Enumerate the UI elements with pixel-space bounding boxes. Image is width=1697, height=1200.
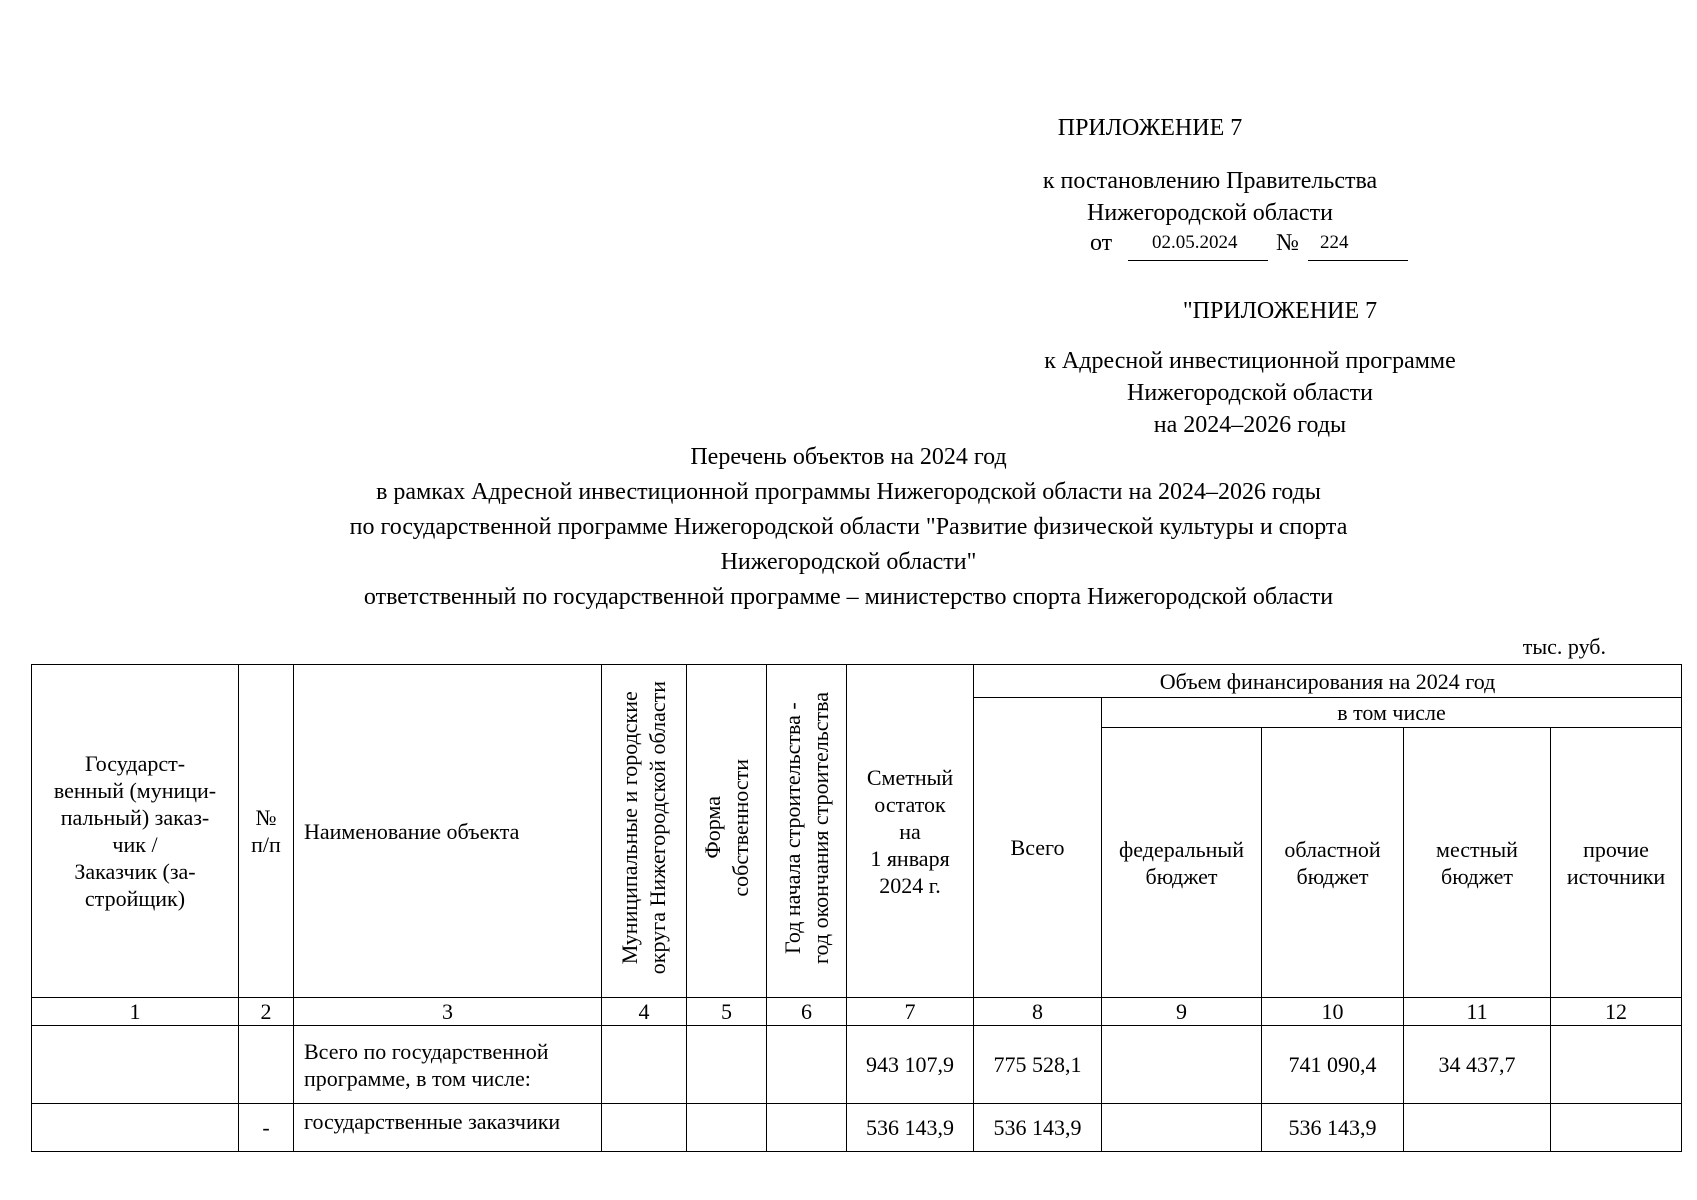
- cell-customer: [32, 1104, 239, 1152]
- header-customer-l5: Заказчик (за-: [74, 859, 196, 884]
- col-number: 5: [687, 998, 767, 1026]
- cell-regional: 741 090,4: [1262, 1026, 1404, 1104]
- cell-estimate: 943 107,9: [847, 1026, 974, 1104]
- decree-line-1: к постановлению Правительства: [1042, 168, 1378, 194]
- title-line-4: Нижегородской области": [720, 549, 977, 575]
- cell-customer: [32, 1026, 239, 1104]
- header-customer-l3: пальный) заказ-: [60, 805, 210, 830]
- col-number: 8: [974, 998, 1102, 1026]
- header-num-l1: №: [255, 805, 277, 830]
- header-customer-l6: стройщик): [84, 886, 186, 911]
- cell-federal: [1102, 1026, 1262, 1104]
- header-regional: [1262, 728, 1404, 998]
- header-including: в том числе: [1102, 698, 1682, 728]
- annex-title: ПРИЛОЖЕНИЕ 7: [1057, 115, 1243, 141]
- header-num: [239, 665, 294, 998]
- header-row-1: [32, 665, 1682, 698]
- decree-reference: [1000, 165, 1420, 229]
- title-line-3: по государственной программе Нижегородской области "Развитие физической культуры и спорта: [349, 514, 1348, 540]
- header-municipal: [602, 665, 687, 998]
- header-funding: Объем финансирования на 2024 год: [974, 665, 1682, 698]
- cell-num: -: [239, 1104, 294, 1152]
- col-number: 2: [239, 998, 294, 1026]
- header-local-l2: бюджет: [1441, 863, 1513, 889]
- header-federal: [1102, 728, 1262, 998]
- program-line-3: на 2024–2026 годы: [1153, 412, 1347, 438]
- header-federal-l2: бюджет: [1145, 863, 1218, 889]
- cell-estimate: 536 143,9: [847, 1104, 974, 1152]
- program-reference: [995, 345, 1505, 441]
- header-customer-l1: Государст-: [84, 751, 186, 776]
- cell-regional: 536 143,9: [1262, 1104, 1404, 1152]
- cell-ownership: [687, 1026, 767, 1104]
- decree-date-number: [1090, 230, 1430, 262]
- cell-ownership: [687, 1104, 767, 1152]
- header-estimate: [847, 665, 974, 998]
- header-total: Всего: [974, 698, 1102, 998]
- header-years-l1: Год начала строительства -: [779, 702, 805, 954]
- header-num-l2: п/п: [251, 832, 281, 857]
- header-municipal-text: [616, 681, 672, 974]
- program-line-1: к Адресной инвестиционной программе: [1044, 348, 1456, 374]
- cell-local: [1404, 1104, 1551, 1152]
- cell-total: 536 143,9: [974, 1104, 1102, 1152]
- col-number: 11: [1404, 998, 1551, 1026]
- annex-title-2: "ПРИЛОЖЕНИЕ 7: [1182, 298, 1378, 324]
- header-local-l1: местный: [1436, 836, 1518, 862]
- column-number-row: [32, 998, 1682, 1026]
- header-estimate-l4: 1 января: [870, 845, 950, 871]
- table-row: [32, 1026, 1682, 1104]
- funding-table: [31, 664, 1682, 1152]
- header-years: [767, 665, 847, 998]
- title-line-1: Перечень объектов на 2024 год: [690, 444, 1007, 470]
- unit-label: тыс. руб.: [1522, 634, 1606, 659]
- title-line-5: ответственный по государственной программе – министерство спорта Нижегородской области: [363, 584, 1334, 610]
- col-number: 12: [1551, 998, 1682, 1026]
- header-ownership: [687, 665, 767, 998]
- header-years-l2: год окончания строительства: [807, 692, 833, 964]
- cell-name-l1: Всего по государственной: [304, 1038, 549, 1064]
- cell-num: [239, 1026, 294, 1104]
- cell-federal: [1102, 1104, 1262, 1152]
- col-number: 9: [1102, 998, 1262, 1026]
- header-ownership-text: [699, 759, 755, 897]
- header-ownership-l1: Форма: [699, 796, 725, 860]
- document-title: [220, 440, 1477, 615]
- col-number: 1: [32, 998, 239, 1026]
- header-customer-l2: венный (муници-: [53, 778, 217, 803]
- cell-years: [767, 1026, 847, 1104]
- col-number: 7: [847, 998, 974, 1026]
- header-customer: [32, 665, 239, 998]
- decree-date: 02.05.2024: [1152, 232, 1238, 253]
- date-prefix: от: [1090, 230, 1113, 256]
- header-municipal-l2: округа Нижегородской области: [645, 681, 670, 975]
- cell-other: [1551, 1104, 1682, 1152]
- cell-municipal: [602, 1026, 687, 1104]
- header-municipal-l1: Муниципальные и городские: [617, 691, 642, 965]
- header-regional-l2: бюджет: [1296, 863, 1369, 889]
- cell-name: [294, 1104, 602, 1152]
- header-estimate-l1: Сметный: [866, 764, 954, 790]
- cell-name-l2: программе, в том числе:: [304, 1065, 531, 1091]
- decree-line-2: Нижегородской области: [1086, 200, 1334, 226]
- col-number: 3: [294, 998, 602, 1026]
- header-federal-l1: федеральный: [1119, 836, 1244, 862]
- header-other-l2: источники: [1566, 863, 1666, 889]
- title-line-2: в рамках Адресной инвестиционной программы Нижегородской области на 2024–2026 годы: [376, 479, 1321, 505]
- col-number: 6: [767, 998, 847, 1026]
- table-row: [32, 1104, 1682, 1152]
- header-other: [1551, 728, 1682, 998]
- cell-local: 34 437,7: [1404, 1026, 1551, 1104]
- header-regional-l1: областной: [1284, 836, 1381, 862]
- number-prefix: №: [1276, 230, 1299, 256]
- col-number: 4: [602, 998, 687, 1026]
- header-name: Наименование объекта: [294, 665, 602, 998]
- header-estimate-l5: 2024 г.: [879, 872, 941, 898]
- cell-total: 775 528,1: [974, 1026, 1102, 1104]
- program-line-2: Нижегородской области: [1126, 380, 1374, 406]
- header-ownership-l2: собственности: [727, 759, 753, 897]
- header-estimate-l2: остаток: [874, 791, 946, 817]
- cell-municipal: [602, 1104, 687, 1152]
- col-number: 10: [1262, 998, 1404, 1026]
- header-years-text: [779, 692, 835, 964]
- header-local: [1404, 728, 1551, 998]
- header-other-l1: прочие: [1583, 836, 1649, 862]
- cell-other: [1551, 1026, 1682, 1104]
- header-estimate-l3: на: [899, 818, 921, 844]
- cell-years: [767, 1104, 847, 1152]
- header-customer-l4: чик /: [112, 832, 158, 857]
- decree-number: 224: [1320, 232, 1349, 253]
- cell-name: [294, 1026, 602, 1104]
- cell-name-l1: государственные заказчики: [304, 1109, 561, 1134]
